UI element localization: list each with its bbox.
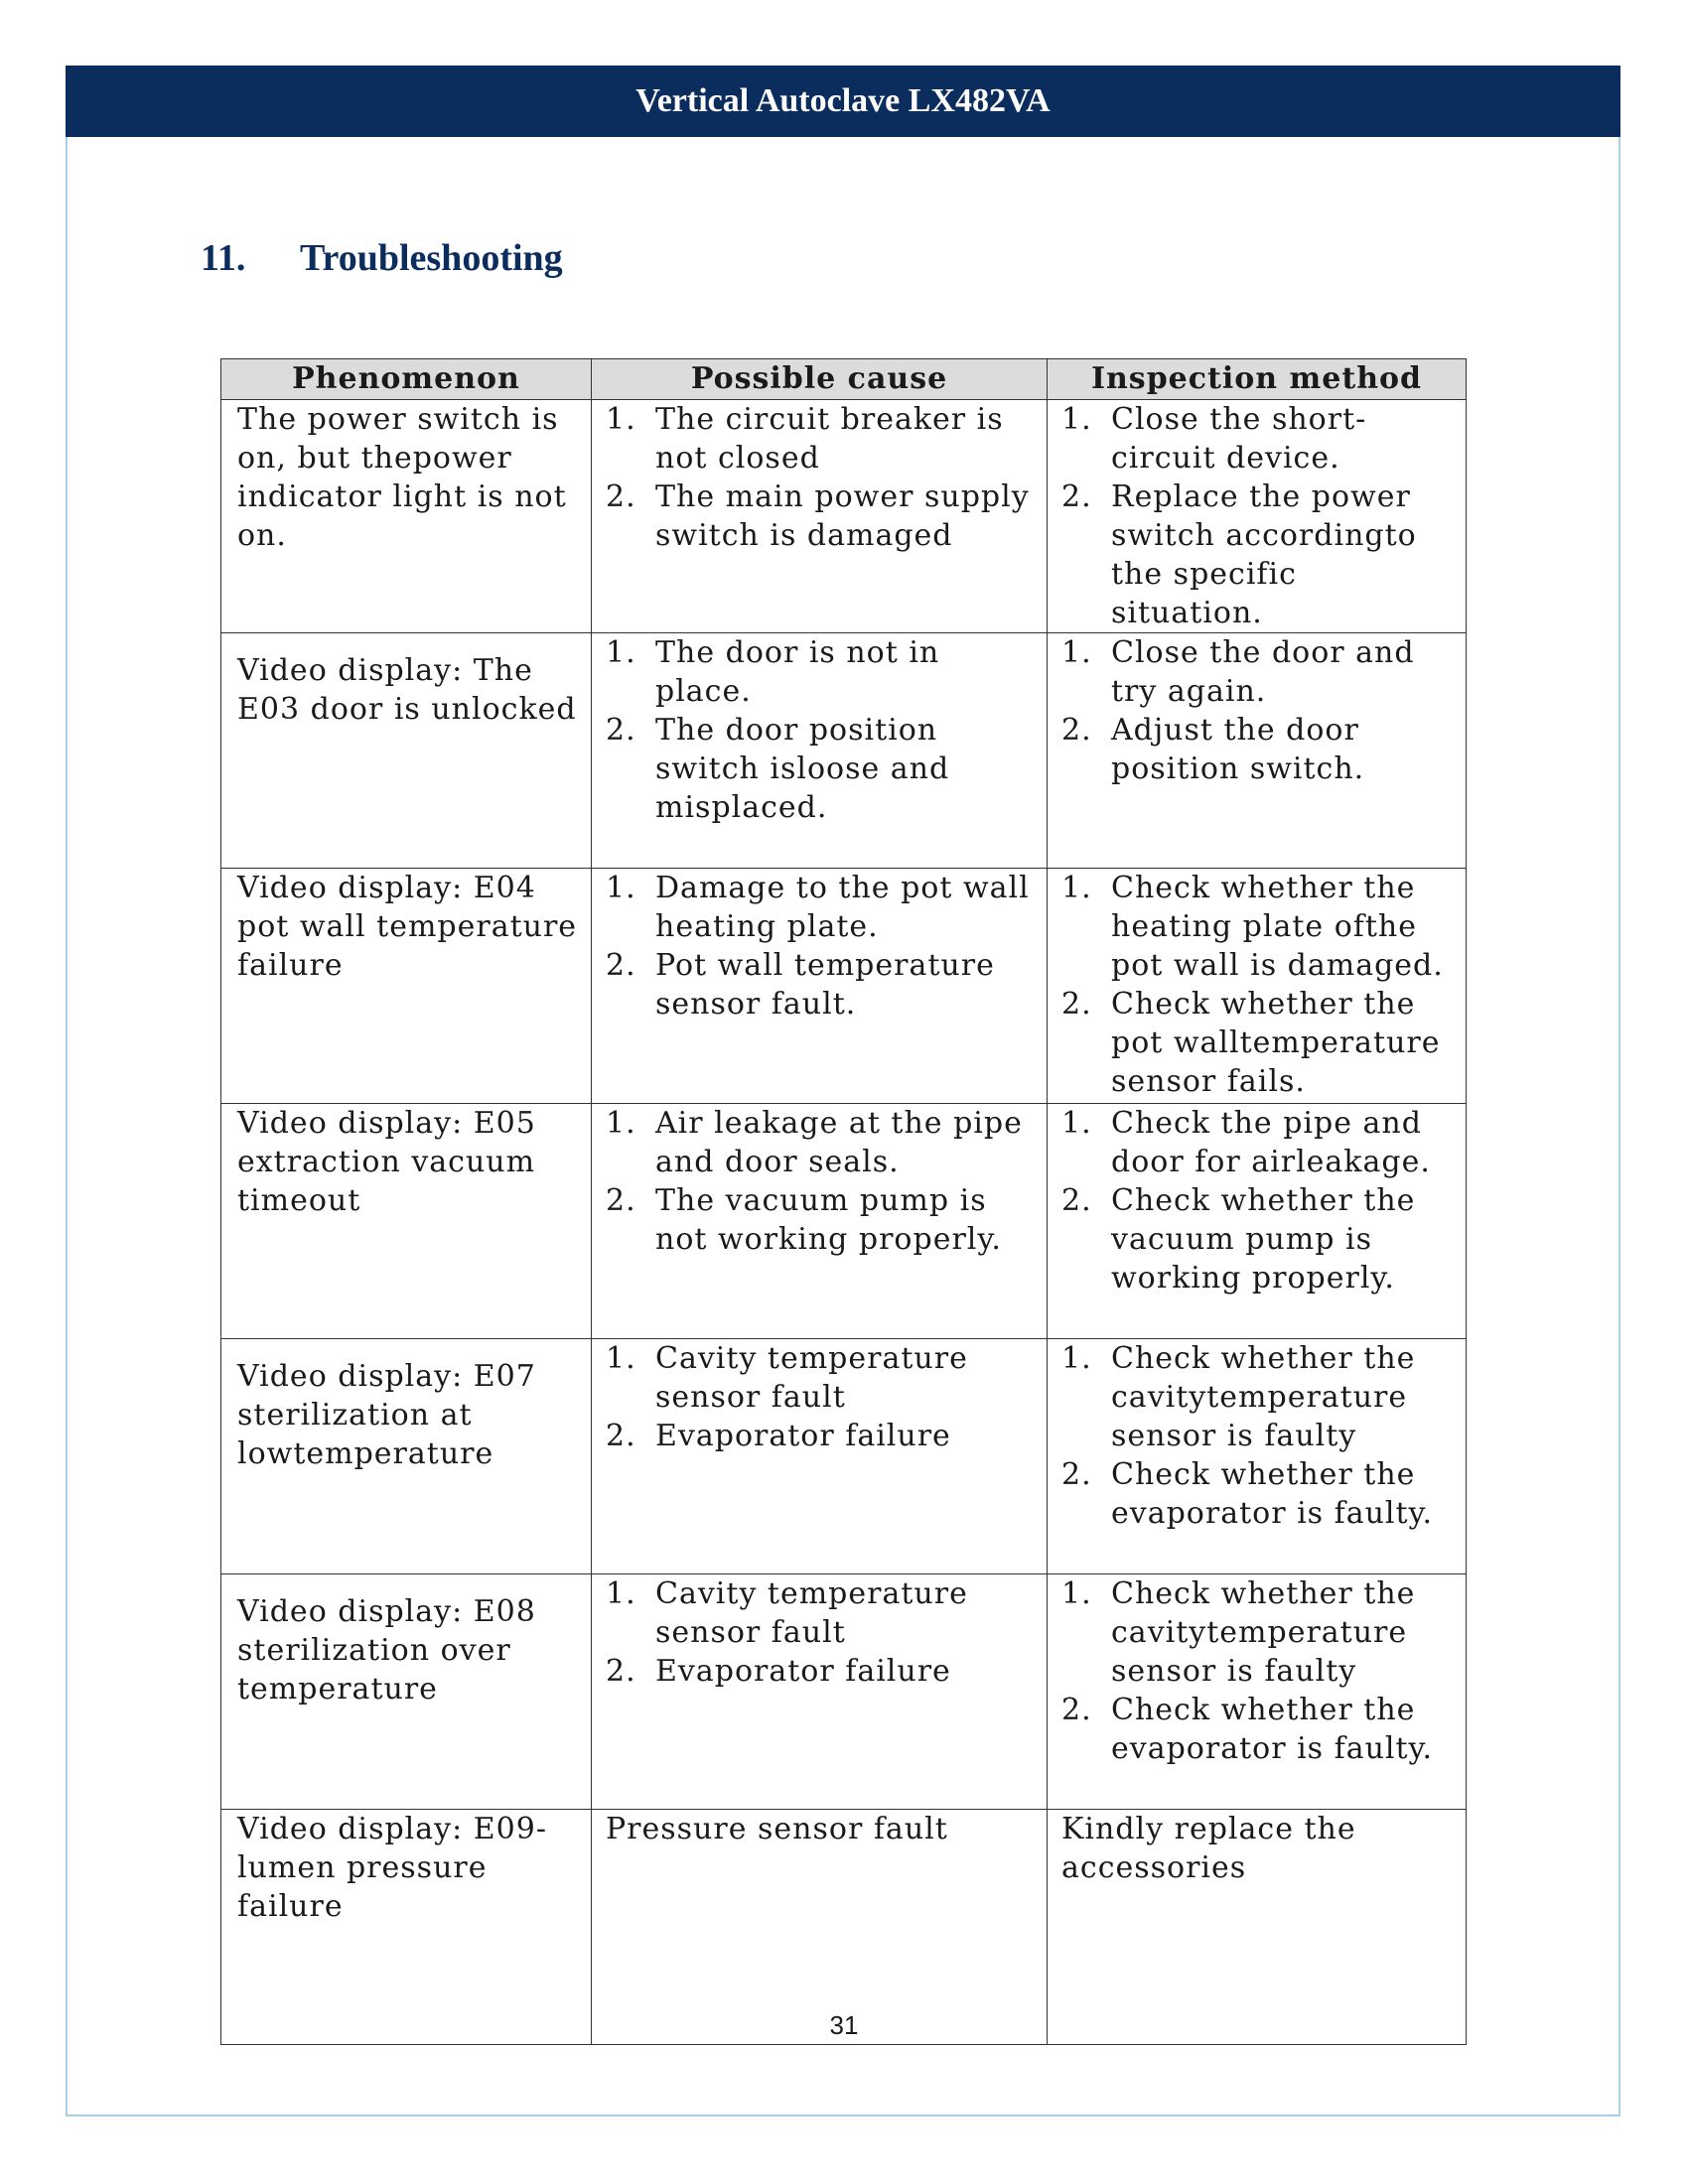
table-row: [221, 1810, 1467, 2045]
header-possible-cause: Possible cause: [592, 359, 1048, 400]
phenomenon-cell: Video display: E04 pot wall temperature failure: [221, 869, 592, 1104]
method-text: Check whether the vacuum pump is working properly.: [1111, 1183, 1416, 1296]
list-item: 1. Cavity temperature sensor fault: [606, 1339, 1037, 1417]
list-item: 2. Pot wall temperature sensor fault.: [606, 946, 1037, 1024]
method-cell: [1048, 869, 1467, 1104]
phenomenon-text: Video display: E08 sterilization over temperature: [237, 1594, 536, 1706]
cause-text: Evaporator failure: [655, 1654, 951, 1689]
section-number: 11.: [201, 237, 246, 279]
method-cell: [1048, 633, 1467, 869]
method-text: Close the door and try again.: [1111, 635, 1415, 709]
method-cell: [1048, 400, 1467, 633]
list-item: 1. Check whether the cavitytemperature sensor is faulty: [1061, 1574, 1456, 1691]
phenomenon-cell: Video display: E09-lumen pressure failure: [221, 1810, 592, 2045]
method-text: Check whether the evaporator is faulty.: [1111, 1693, 1434, 1766]
phenomenon-cell: Video display: E05 extraction vacuum timeout: [221, 1104, 592, 1339]
method-text: Replace the power switch accordingto the specific situation.: [1111, 479, 1417, 630]
list-item: 2. Check whether the pot walltemperature sensor fails.: [1061, 985, 1456, 1101]
list-item: 2. Adjust the door position switch.: [1061, 711, 1456, 788]
cause-text: Cavity temperature sensor fault: [655, 1341, 968, 1415]
cause-cell: [592, 400, 1048, 633]
cause-text: Evaporator failure: [655, 1419, 951, 1453]
cause-text: Cavity temperature sensor fault: [655, 1576, 968, 1650]
method-text: Close the short-circuit device.: [1111, 402, 1367, 476]
cause-text: The circuit breaker is not closed: [655, 402, 1004, 476]
method-text: Check whether the cavitytemperature sensor is faulty: [1111, 1341, 1416, 1453]
method-cell: [1048, 1574, 1467, 1810]
table-row: [221, 1574, 1467, 1810]
method-text: Check whether the evaporator is faulty.: [1111, 1457, 1434, 1531]
table-row: [221, 1104, 1467, 1339]
cause-text: Pot wall temperature sensor fault.: [655, 948, 995, 1022]
method-cell: [1048, 1104, 1467, 1339]
cause-text: The vacuum pump is not working properly.: [655, 1183, 1002, 1257]
cause-text: The main power supply switch is damaged: [655, 479, 1030, 553]
cause-cell: [592, 869, 1048, 1104]
phenomenon-cell: [221, 1339, 592, 1574]
method-text: Check the pipe and door for airleakage.: [1111, 1106, 1431, 1179]
method-text: Check whether the heating plate ofthe pot wall is damaged.: [1111, 871, 1444, 983]
list-item: 1. Check whether the cavitytemperature sensor is faulty: [1061, 1339, 1456, 1455]
phenomenon-text: Video display: E07 sterilization at lowtemperature: [237, 1359, 536, 1471]
page-number: 31: [829, 2010, 859, 2040]
header-phenomenon: Phenomenon: [221, 359, 592, 400]
list-item: 1. Check the pipe and door for airleakage.: [1061, 1104, 1456, 1181]
table-row: [221, 400, 1467, 633]
cause-text: The door is not in place.: [655, 635, 940, 709]
list-item: 2. The vacuum pump is not working properly.: [606, 1181, 1037, 1259]
list-item: 2. Replace the power switch accordingto the specific situation.: [1061, 478, 1456, 632]
list-item: 1. The circuit breaker is not closed: [606, 400, 1037, 478]
list-item: 1. The door is not in place.: [606, 633, 1037, 711]
list-item: 2. Check whether the evaporator is faulty.: [1061, 1691, 1456, 1768]
cause-cell: [592, 1574, 1048, 1810]
list-item: 2. The main power supply switch is damaged: [606, 478, 1037, 555]
cause-cell: [592, 1339, 1048, 1574]
table-row: [221, 633, 1467, 869]
method-text: Check whether the cavitytemperature sensor is faulty: [1111, 1576, 1416, 1689]
list-item: 2. The door position switch isloose and misplaced.: [606, 711, 1037, 827]
header-inspection-method: Inspection method: [1048, 359, 1467, 400]
list-item: 2. Evaporator failure: [606, 1419, 951, 1453]
cause-cell: [592, 633, 1048, 869]
list-item: 1. Damage to the pot wall heating plate.: [606, 869, 1037, 946]
method-text: Check whether the pot walltemperature sensor fails.: [1111, 987, 1441, 1099]
list-item: 2. Evaporator failure: [606, 1654, 951, 1689]
cause-text: Air leakage at the pipe and door seals.: [655, 1106, 1023, 1179]
header-bar: [66, 66, 1620, 137]
method-cell: Kindly replace the accessories: [1048, 1810, 1467, 2045]
list-item: 1. Air leakage at the pipe and door seals.: [606, 1104, 1037, 1181]
list-item: 1. Close the short-circuit device.: [1061, 400, 1456, 478]
phenomenon-cell: [221, 633, 592, 869]
cause-cell: Pressure sensor fault: [592, 1810, 1048, 2045]
table-header-row: [221, 359, 1467, 400]
cause-text: Damage to the pot wall heating plate.: [655, 871, 1030, 944]
table-row: [221, 869, 1467, 1104]
list-item: 1. Check whether the heating plate ofthe pot wall is damaged.: [1061, 869, 1456, 985]
section-title: Troubleshooting: [300, 237, 563, 279]
phenomenon-text: Video display: The E03 door is unlocked: [237, 653, 577, 727]
troubleshooting-table: [220, 358, 1467, 2045]
cause-text: The door position switch isloose and misplaced.: [655, 713, 950, 825]
list-item: 2. Check whether the evaporator is faulty.: [1061, 1455, 1456, 1533]
section-heading: [201, 236, 563, 280]
method-cell: [1048, 1339, 1467, 1574]
list-item: 1. Cavity temperature sensor fault: [606, 1574, 1037, 1652]
table-row: [221, 1339, 1467, 1574]
method-text: Adjust the door position switch.: [1111, 713, 1365, 786]
cause-cell: [592, 1104, 1048, 1339]
phenomenon-cell: [221, 1574, 592, 1810]
document-title: Vertical Autoclave LX482VA: [635, 82, 1051, 119]
list-item: 2. Check whether the vacuum pump is working properly.: [1061, 1181, 1456, 1297]
phenomenon-cell: The power switch is on, but thepower indicator light is not on.: [221, 400, 592, 633]
list-item: 1. Close the door and try again.: [1061, 633, 1456, 711]
